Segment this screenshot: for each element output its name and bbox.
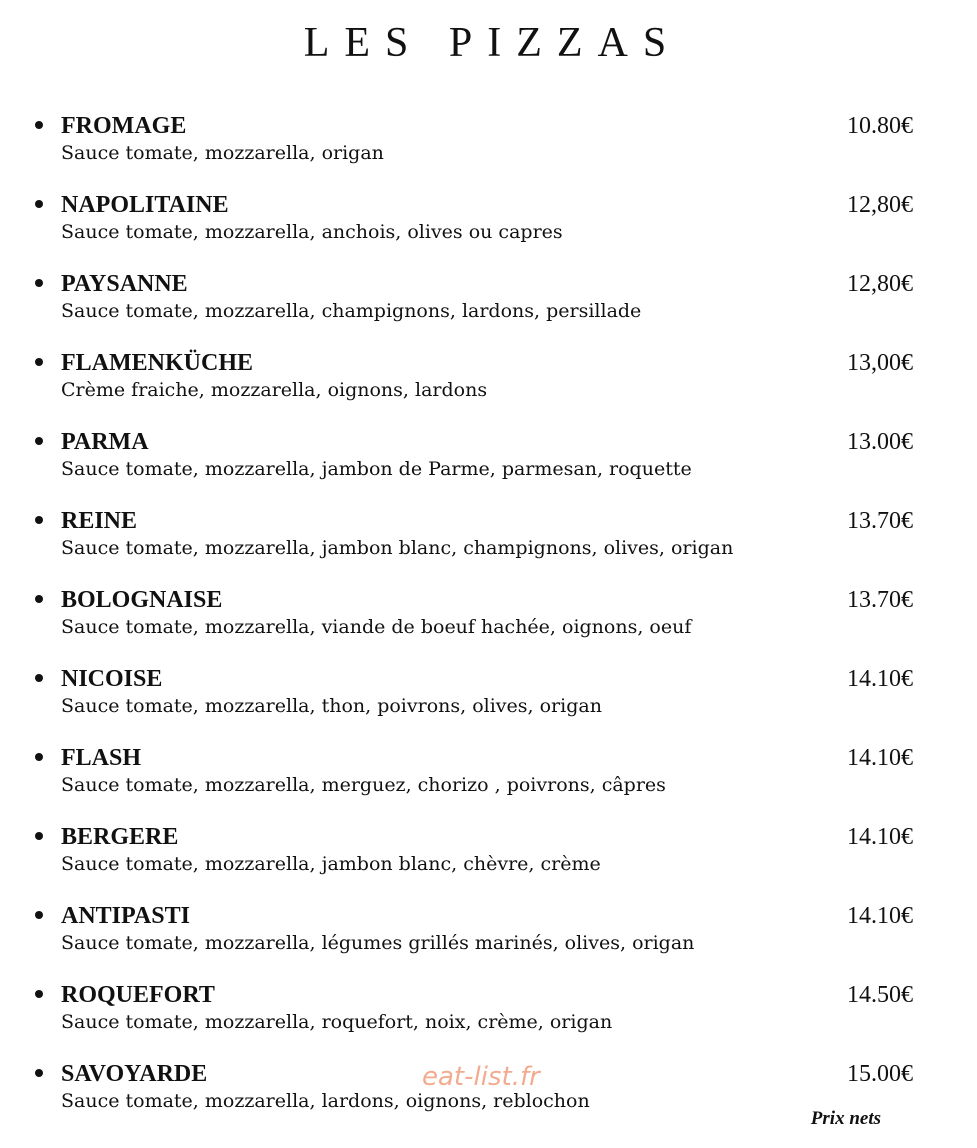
item-name: NAPOLITAINE [61,192,229,218]
menu-item [0,427,977,506]
item-price: 13,00€ [847,350,913,376]
bullet-icon [35,990,43,998]
item-price: 13.70€ [847,508,913,534]
item-name: SAVOYARDE [61,1061,208,1087]
item-name: NICOISE [61,666,163,692]
item-description: Sauce tomate, mozzarella, roquefort, noix, crème, origan [61,1011,613,1033]
menu-item [0,506,977,585]
bullet-icon [35,674,43,682]
bullet-icon [35,437,43,445]
item-description: Crème fraiche, mozzarella, oignons, lardons [61,379,488,401]
item-name: ANTIPASTI [61,903,190,929]
item-name: FROMAGE [61,113,187,139]
menu-item [0,585,977,664]
menu-item [0,190,977,269]
item-description: Sauce tomate, mozzarella, lardons, oignons, reblochon [61,1090,590,1112]
watermark: eat-list.fr [422,1062,540,1092]
item-price: 14.10€ [847,745,913,771]
item-description: Sauce tomate, mozzarella, thon, poivrons, olives, origan [61,695,602,717]
item-price: 14.10€ [847,666,913,692]
item-name: BERGERE [61,824,179,850]
menu-item [0,901,977,980]
item-description: Sauce tomate, mozzarella, jambon blanc, chèvre, crème [61,853,601,875]
bullet-icon [35,595,43,603]
page-title: LES PIZZAS [303,20,682,66]
bullet-icon [35,832,43,840]
bullet-icon [35,911,43,919]
item-description: Sauce tomate, mozzarella, viande de boeuf hachée, oignons, oeuf [61,616,692,638]
bullet-icon [35,200,43,208]
menu-item [0,743,977,822]
item-description: Sauce tomate, mozzarella, légumes grillés marinés, olives, origan [61,932,695,954]
menu-item [0,269,977,348]
item-name: ROQUEFORT [61,982,215,1008]
item-name: FLAMENKÜCHE [61,350,253,376]
bullet-icon [35,516,43,524]
item-description: Sauce tomate, mozzarella, champignons, lardons, persillade [61,300,642,322]
item-description: Sauce tomate, mozzarella, origan [61,142,384,164]
bullet-icon [35,279,43,287]
menu-item [0,980,977,1059]
item-price: 15.00€ [847,1061,913,1087]
item-price: 14.10€ [847,903,913,929]
item-price: 12,80€ [847,271,913,297]
bullet-icon [35,358,43,366]
item-price: 10.80€ [847,113,913,139]
item-price: 14.50€ [847,982,913,1008]
item-description: Sauce tomate, mozzarella, jambon blanc, champignons, olives, origan [61,537,734,559]
item-name: FLASH [61,745,142,771]
item-name: BOLOGNAISE [61,587,223,613]
bullet-icon [35,121,43,129]
bullet-icon [35,753,43,761]
item-name: REINE [61,508,138,534]
item-price: 13.00€ [847,429,913,455]
item-price: 13.70€ [847,587,913,613]
item-description: Sauce tomate, mozzarella, jambon de Parme, parmesan, roquette [61,458,692,480]
pizza-menu-list [0,111,977,1138]
menu-item [0,822,977,901]
item-description: Sauce tomate, mozzarella, anchois, olives ou capres [61,221,563,243]
footnote: Prix nets [810,1108,881,1129]
item-name: PAYSANNE [61,271,188,297]
item-price: 12,80€ [847,192,913,218]
menu-item [0,111,977,190]
menu-item [0,664,977,743]
menu-item [0,348,977,427]
item-price: 14.10€ [847,824,913,850]
bullet-icon [35,1069,43,1077]
item-name: PARMA [61,429,149,455]
item-description: Sauce tomate, mozzarella, merguez, chorizo , poivrons, câpres [61,774,666,796]
